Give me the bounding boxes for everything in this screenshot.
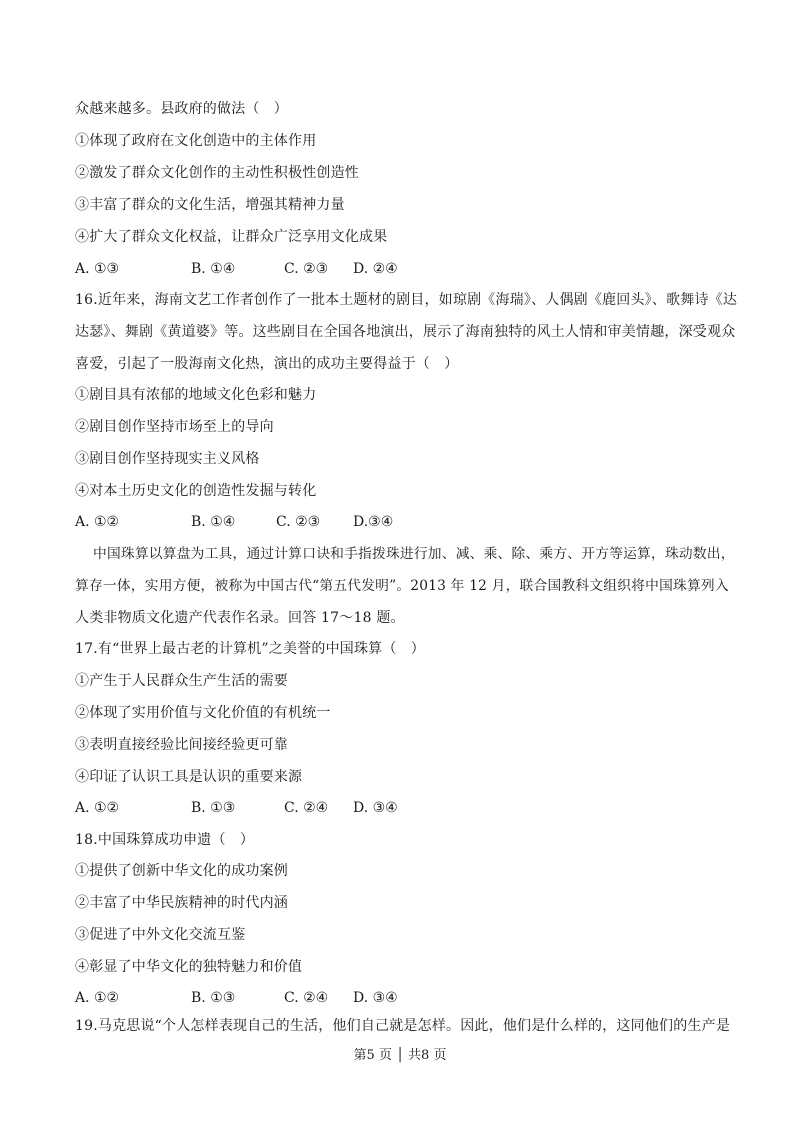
- q18-choice-a: A. ①②: [75, 990, 120, 1006]
- q18-stem: 18.中国珠算成功申遗（ ）: [75, 832, 255, 848]
- q15-choices: [75, 259, 475, 279]
- q16-stem-line-2: 达瑟》、舞剧《黄道婆》等。这些剧目在全国各地演出，展示了海南独特的风土人情和审美情趣，深受观众: [75, 324, 736, 340]
- passage-line-2: 算存一体，实用方便，被称为中国古代“第五代发明”。2013 年 12 月，联合国教科文组织将中国珠算列入: [75, 578, 729, 594]
- q16-stem-line-3: 喜爱，引起了一股海南文化热，演出的成功主要得益于（ ）: [75, 356, 459, 372]
- q15-choice-d: D. ②④: [353, 261, 398, 277]
- q16-option-1: ①剧目具有浓郁的地域文化色彩和魅力: [75, 387, 317, 403]
- q16-choice-b: B. ①④: [191, 514, 236, 530]
- q16-choice-d: D.③④: [353, 514, 394, 530]
- q17-choice-a: A. ①②: [75, 800, 120, 816]
- q18-choice-d: D. ③④: [353, 990, 398, 1006]
- q16-option-2: ②剧目创作坚持市场至上的导向: [75, 419, 274, 435]
- q17-option-1: ①产生于人民群众生产生活的需要: [75, 673, 288, 689]
- q17-option-2: ②体现了实用价值与文化价值的有机统一: [75, 705, 331, 721]
- q18-option-2: ②丰富了中华民族精神的时代内涵: [75, 895, 288, 911]
- q15-option-4: ④扩大了群众文化权益，让群众广泛享用文化成果: [75, 229, 388, 245]
- q15-option-2: ②激发了群众文化创作的主动性积极性创造性: [75, 165, 359, 181]
- q18-choice-b: B. ①③: [191, 990, 236, 1006]
- q15-option-1: ①体现了政府在文化创造中的主体作用: [75, 133, 317, 149]
- q17-stem: 17.有“世界上最古老的计算机”之美誉的中国珠算（ ）: [75, 641, 425, 657]
- q15-choice-a: A. ①③: [75, 261, 120, 277]
- q16-choices: [75, 512, 475, 532]
- q16-choice-a: A. ①②: [75, 514, 120, 530]
- q17-choice-c: C. ②④: [284, 800, 329, 816]
- passage-line-1: 中国珠算以算盘为工具，通过计算口诀和手指拨珠进行加、减、乘、除、乘方、开方等运算，珠动数出，: [93, 546, 735, 562]
- q18-choice-c: C. ②④: [284, 990, 329, 1006]
- q15-choice-b: B. ①④: [191, 261, 236, 277]
- page-footer: 第5 页 │ 共8 页: [353, 1048, 447, 1063]
- q18-choices: [75, 988, 475, 1008]
- q17-choice-d: D. ③④: [353, 800, 398, 816]
- passage-line-3: 人类非物质文化遗产代表作名录。回答 17～18 题。: [75, 610, 405, 626]
- q16-stem-line-1: 16.近年来，海南文艺工作者创作了一批本土题材的剧目，如琼剧《海瑞》、人偶剧《鹿回头》、歌舞诗《达: [75, 292, 738, 308]
- q18-option-3: ③促进了中外文化交流互鉴: [75, 927, 246, 943]
- q18-option-1: ①提供了创新中华文化的成功案例: [75, 863, 288, 879]
- q16-option-4: ④对本土历史文化的创造性发掘与转化: [75, 483, 317, 499]
- q16-option-3: ③剧目创作坚持现实主义风格: [75, 451, 260, 467]
- q17-option-3: ③表明直接经验比间接经验更可靠: [75, 737, 288, 753]
- q15-stem-tail: 众越来越多。县政府的做法（ ）: [75, 101, 288, 117]
- q15-option-3: ③丰富了群众的文化生活，增强其精神力量: [75, 197, 345, 213]
- q17-choices: [75, 798, 475, 818]
- q19-stem-line-1: 19.马克思说“个人怎样表现自己的生活，他们自己就是怎样。因此，他们是什么样的，这同他们的生产是: [75, 1018, 731, 1034]
- q15-choice-c: C. ②③: [284, 261, 329, 277]
- q17-choice-b: B. ①③: [191, 800, 236, 816]
- q16-choice-c: C. ②③: [276, 514, 321, 530]
- q18-option-4: ④彰显了中华文化的独特魅力和价值: [75, 959, 303, 975]
- q17-option-4: ④印证了认识工具是认识的重要来源: [75, 769, 303, 785]
